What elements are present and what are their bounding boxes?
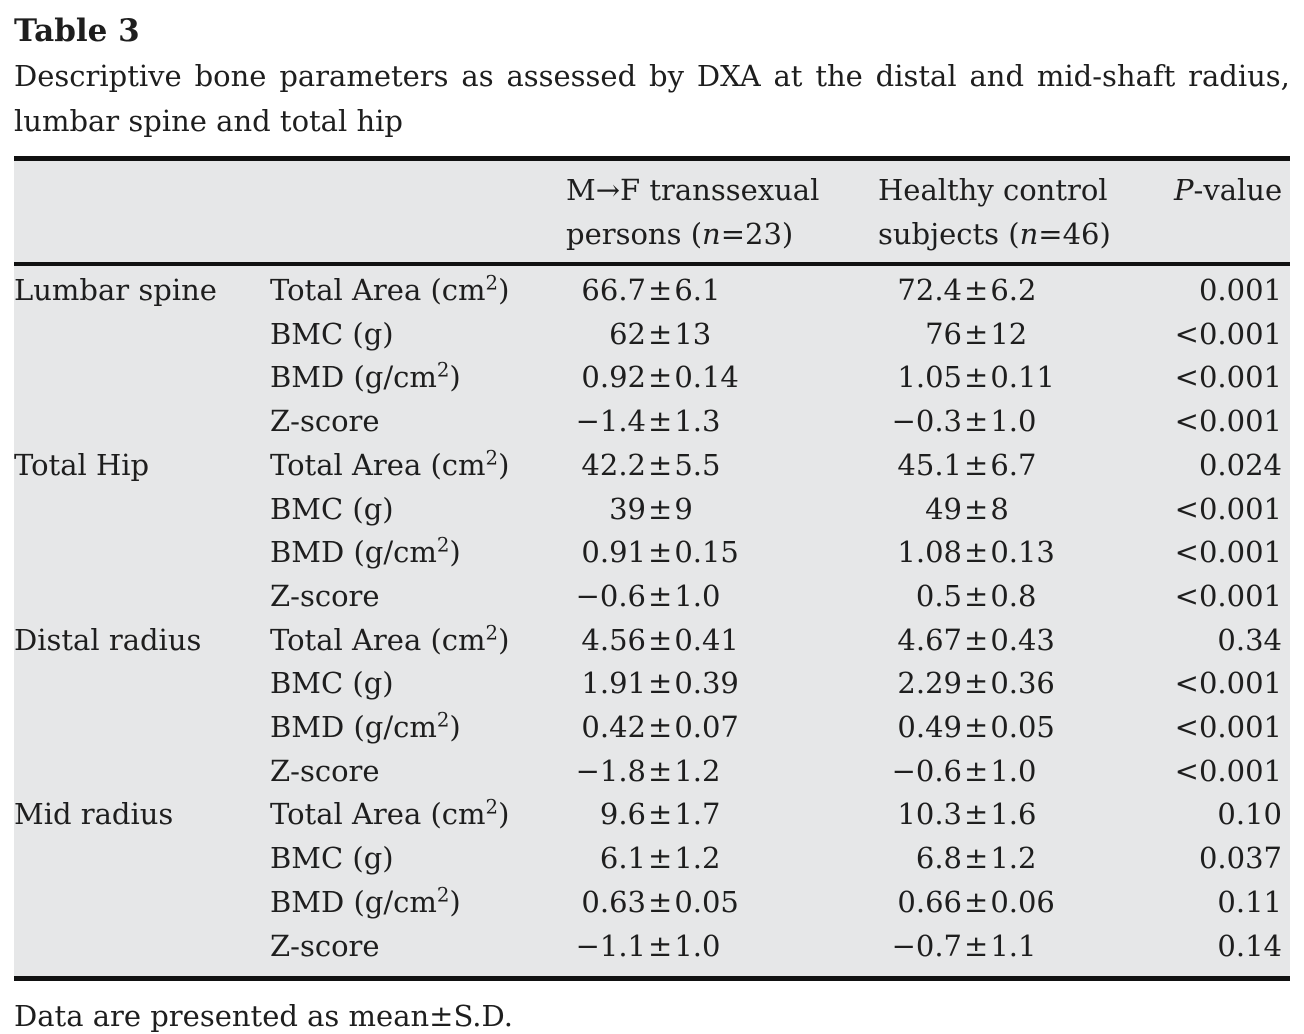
value-mean: −0.3 [891, 404, 962, 439]
value-mf-transsexual [566, 750, 878, 794]
value-sd: 8 [990, 491, 1009, 526]
plus-minus-sign: ± [964, 273, 989, 307]
value-sd: 0.06 [990, 884, 1055, 919]
group-label [14, 881, 270, 925]
table-header [14, 161, 1290, 266]
value-sd: 1.1 [990, 928, 1037, 963]
column-header-mf-transsexual: M→F transsexual persons (n=23) [566, 173, 820, 251]
caption-line-1: Descriptive bone parameters as assessed by DXA at the distal and mid-shaft radius, [14, 59, 1290, 93]
plus-minus-sign: ± [648, 666, 673, 701]
plus-minus-sign: ± [964, 666, 989, 701]
value-mf-transsexual [566, 313, 878, 357]
group-label [14, 662, 270, 706]
parameter-label: BMD $(g/cm^2)$ [270, 358, 461, 395]
value-sd: 1.7 [674, 797, 721, 832]
group-label [14, 356, 270, 400]
value-mean: −0.6 [575, 578, 646, 613]
p-value: 0.001 [1198, 273, 1282, 307]
p-value: <0.001 [1174, 710, 1282, 745]
value-healthy-control [878, 531, 1174, 575]
p-value: <0.001 [1174, 491, 1282, 526]
value-healthy-control [878, 662, 1174, 706]
value-sd: 0.39 [674, 666, 739, 701]
value-sd: 9 [674, 491, 693, 526]
p-value: <0.001 [1174, 404, 1282, 439]
p-value: <0.001 [1174, 316, 1282, 351]
value-healthy-control [878, 400, 1174, 444]
value-healthy-control [878, 269, 1174, 313]
value-sd: 0.8 [990, 578, 1037, 613]
group-label [14, 750, 270, 794]
p-value: 0.34 [1217, 622, 1282, 657]
group-label [14, 488, 270, 532]
value-mean: 0.63 [581, 884, 646, 919]
value-healthy-control [878, 750, 1174, 794]
value-sd: 1.0 [674, 928, 721, 963]
parameter-label: BMD $(g/cm^2)$ [270, 883, 461, 919]
header-spacer-region [14, 168, 270, 256]
group-label: Total Hip [14, 447, 150, 482]
value-sd: 0.36 [990, 666, 1055, 701]
value-mf-transsexual [566, 662, 878, 706]
plus-minus-sign: ± [964, 491, 989, 526]
plus-minus-sign: ± [964, 884, 989, 919]
value-mean: 66.7 [581, 273, 646, 307]
table-caption [14, 54, 1290, 144]
value-mean: 6.8 [915, 841, 962, 876]
value-mf-transsexual [566, 531, 878, 575]
group-label [14, 531, 270, 575]
p-value: <0.001 [1174, 578, 1282, 613]
value-mean: 0.91 [581, 535, 646, 570]
caption-line-2: lumbar spine and total hip [14, 104, 403, 138]
value-mf-transsexual [566, 881, 878, 925]
plus-minus-sign: ± [964, 710, 989, 745]
value-mean: −1.4 [575, 404, 646, 439]
group-label [14, 706, 270, 750]
parameter-label: Total Area $(cm^2)$ [270, 271, 510, 307]
parameter-label: Z-score [270, 928, 380, 963]
value-sd: 1.2 [674, 841, 721, 876]
value-mean: 4.67 [897, 622, 962, 657]
value-mf-transsexual [566, 488, 878, 532]
value-sd: 1.2 [990, 841, 1037, 876]
value-healthy-control [878, 925, 1174, 969]
value-sd: 0.07 [674, 710, 739, 745]
group-label [14, 400, 270, 444]
value-sd: 0.05 [674, 884, 739, 919]
value-mf-transsexual [566, 706, 878, 750]
p-value: <0.001 [1174, 535, 1282, 570]
value-mean: 62 [609, 316, 646, 351]
value-sd: 1.0 [990, 404, 1037, 439]
value-healthy-control [878, 575, 1174, 619]
plus-minus-sign: ± [648, 928, 673, 963]
p-value: 0.10 [1217, 797, 1282, 832]
value-healthy-control [878, 837, 1174, 881]
value-mf-transsexual [566, 619, 878, 663]
value-mean: 0.92 [581, 360, 646, 395]
value-mean: 49 [925, 491, 962, 526]
value-sd: 13 [674, 316, 712, 351]
p-value: 0.024 [1198, 447, 1282, 482]
plus-minus-sign: ± [964, 797, 989, 832]
value-sd: 6.2 [990, 273, 1037, 307]
value-healthy-control [878, 356, 1174, 400]
plus-minus-sign: ± [964, 622, 989, 657]
plus-minus-sign: ± [648, 491, 673, 526]
value-mf-transsexual [566, 269, 878, 313]
column-header-healthy-control: Healthy control subjects (n=46) [878, 173, 1111, 251]
value-mean: 0.49 [897, 710, 962, 745]
value-mean: −1.1 [575, 928, 646, 963]
value-sd: 0.15 [674, 535, 739, 570]
parameter-label: BMD $(g/cm^2)$ [270, 708, 461, 745]
value-sd: 0.43 [990, 622, 1055, 657]
data-table [14, 156, 1290, 981]
plus-minus-sign: ± [648, 578, 673, 613]
column-header-p-value: P-value [1174, 173, 1283, 207]
value-sd: 6.7 [990, 447, 1037, 482]
p-value: 0.14 [1217, 928, 1282, 963]
group-label: Distal radius [14, 622, 202, 657]
plus-minus-sign: ± [964, 841, 989, 876]
value-mean: 10.3 [897, 797, 962, 832]
plus-minus-sign: ± [648, 360, 673, 395]
value-sd: 6.1 [674, 273, 721, 307]
parameter-label: BMC (g) [270, 841, 394, 876]
plus-minus-sign: ± [964, 535, 989, 570]
plus-minus-sign: ± [964, 578, 989, 613]
value-sd: 12 [990, 316, 1028, 351]
group-label [14, 925, 270, 969]
value-mean: 1.08 [897, 535, 962, 570]
value-mean: 72.4 [897, 273, 962, 307]
value-sd: 0.05 [990, 710, 1055, 745]
parameter-label: Total Area $(cm^2)$ [270, 795, 510, 832]
value-sd: 0.13 [990, 535, 1055, 570]
value-healthy-control [878, 444, 1174, 488]
parameter-label: Total Area $(cm^2)$ [270, 620, 510, 657]
plus-minus-sign: ± [648, 841, 673, 876]
value-mean: −0.7 [891, 928, 962, 963]
plus-minus-sign: ± [964, 447, 989, 482]
plus-minus-sign: ± [648, 535, 673, 570]
parameter-label: Z-score [270, 404, 380, 439]
value-mean: 42.2 [581, 447, 646, 482]
value-mean: 2.29 [897, 666, 962, 701]
plus-minus-sign: ± [648, 753, 673, 788]
plus-minus-sign: ± [648, 273, 673, 307]
value-mf-transsexual [566, 575, 878, 619]
plus-minus-sign: ± [648, 622, 673, 657]
value-mean: 45.1 [897, 447, 962, 482]
parameter-label: BMD $(g/cm^2)$ [270, 533, 461, 570]
parameter-label: BMC (g) [270, 666, 394, 701]
group-label [14, 837, 270, 881]
header-spacer-parameter [270, 168, 566, 256]
value-healthy-control [878, 619, 1174, 663]
table-title: Table 3 [14, 13, 140, 49]
value-sd: 0.14 [674, 360, 739, 395]
group-label [14, 575, 270, 619]
value-mf-transsexual [566, 444, 878, 488]
value-sd: 1.6 [990, 797, 1037, 832]
value-mean: 0.42 [581, 710, 646, 745]
value-healthy-control [878, 706, 1174, 750]
value-mean: 1.05 [897, 360, 962, 395]
value-mean: 0.66 [897, 884, 962, 919]
value-mean: 1.91 [581, 666, 646, 701]
group-label: Mid radius [14, 797, 174, 832]
plus-minus-sign: ± [964, 928, 989, 963]
value-mean: 9.6 [599, 797, 646, 832]
value-mf-transsexual [566, 400, 878, 444]
value-sd: 1.0 [674, 578, 721, 613]
value-mf-transsexual [566, 793, 878, 837]
value-sd: 1.0 [990, 753, 1037, 788]
value-healthy-control [878, 881, 1174, 925]
plus-minus-sign: ± [648, 447, 673, 482]
plus-minus-sign: ± [648, 884, 673, 919]
p-value: 0.11 [1217, 884, 1282, 919]
value-mean: 39 [609, 491, 646, 526]
plus-minus-sign: ± [648, 316, 673, 351]
p-value: <0.001 [1174, 753, 1282, 788]
parameter-label: Total Area $(cm^2)$ [270, 446, 510, 482]
plus-minus-sign: ± [648, 710, 673, 745]
value-sd: 0.11 [990, 360, 1055, 395]
p-value: <0.001 [1174, 666, 1282, 701]
plus-minus-sign: ± [648, 404, 673, 439]
value-sd: 0.41 [674, 622, 739, 657]
value-healthy-control [878, 793, 1174, 837]
p-value: 0.037 [1198, 841, 1282, 876]
parameter-label: BMC (g) [270, 491, 394, 526]
value-sd: 5.5 [674, 447, 721, 482]
plus-minus-sign: ± [964, 404, 989, 439]
plus-minus-sign: ± [964, 360, 989, 395]
plus-minus-sign: ± [648, 797, 673, 832]
value-healthy-control [878, 488, 1174, 532]
value-mean: 0.5 [915, 578, 962, 613]
p-value: <0.001 [1174, 360, 1282, 395]
value-mean: −0.6 [891, 753, 962, 788]
table-body [14, 266, 1290, 976]
value-mean: 4.56 [581, 622, 646, 657]
value-mf-transsexual [566, 925, 878, 969]
value-mean: 6.1 [599, 841, 646, 876]
value-mf-transsexual [566, 837, 878, 881]
group-label: Lumbar spine [14, 273, 217, 307]
value-sd: 1.3 [674, 404, 721, 439]
parameter-label: Z-score [270, 753, 380, 788]
plus-minus-sign: ± [964, 753, 989, 788]
value-mf-transsexual [566, 356, 878, 400]
table-footnote: Data are presented as mean±S.D. [14, 999, 513, 1034]
value-sd: 1.2 [674, 753, 721, 788]
value-healthy-control [878, 313, 1174, 357]
parameter-label: BMC (g) [270, 316, 394, 351]
group-label [14, 313, 270, 357]
parameter-label: Z-score [270, 578, 380, 613]
value-mean: 76 [925, 316, 962, 351]
plus-minus-sign: ± [964, 316, 989, 351]
value-mean: −1.8 [575, 753, 646, 788]
